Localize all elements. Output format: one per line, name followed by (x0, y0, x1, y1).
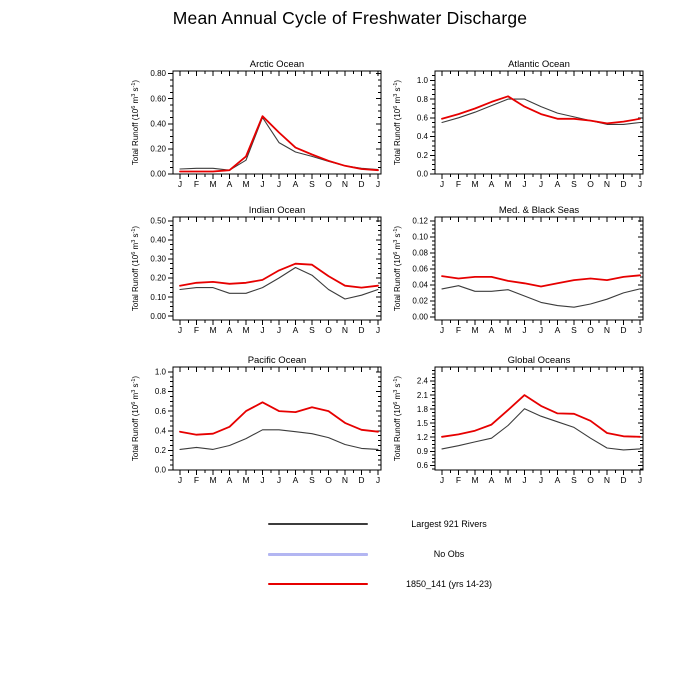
y-tick-label: 0.10 (412, 232, 428, 242)
x-tick-label: J (522, 475, 527, 485)
x-tick-label: J (177, 325, 183, 335)
y-tick-label: 1.0 (416, 76, 428, 86)
subplot-title: Global Oceans (507, 355, 571, 366)
y-tick-label: 0.0 (416, 169, 428, 179)
x-tick-label: N (341, 325, 349, 335)
subplot-arctic-ocean (126, 56, 388, 198)
x-tick-label: M (504, 475, 512, 485)
x-tick-label: J (260, 179, 265, 189)
y-axis-label: Total Runoff ($10^6$ $m^3$ $s^{-1}$) (131, 225, 140, 312)
x-tick-label: J (439, 475, 445, 485)
axis-ticks (168, 367, 381, 475)
x-tick-label: J (522, 179, 527, 189)
subplot-atlantic-ocean (388, 56, 650, 198)
plot-frame (173, 71, 381, 174)
y-tick-label: 1.8 (416, 404, 428, 414)
legend-label-observed: Largest 921 Rivers (411, 519, 487, 529)
x-tick-label: O (587, 325, 594, 335)
plot-frame (173, 367, 381, 470)
x-tick-label: J (276, 475, 282, 485)
x-tick-label: A (554, 475, 561, 485)
series-largest-921-rivers (180, 430, 378, 450)
y-tick-label: 0.20 (150, 144, 166, 154)
x-tick-label: F (455, 179, 462, 189)
x-tick-label: J (260, 475, 265, 485)
chart-atlantic-ocean (388, 56, 650, 198)
x-tick-label: A (226, 325, 233, 335)
y-axis-label: Total Runoff ($10^6$ $m^3$ $s^{-1}$) (393, 375, 402, 462)
x-tick-label: F (455, 475, 462, 485)
series-largest-921-rivers (442, 99, 640, 124)
x-tick-label: N (341, 179, 349, 189)
x-tick-label: A (488, 179, 495, 189)
subplot-med-black-seas (388, 202, 650, 344)
x-tick-label: A (488, 475, 495, 485)
x-tick-label: D (620, 325, 627, 335)
x-tick-label: A (554, 325, 561, 335)
subplot-global-oceans (388, 352, 650, 494)
y-tick-label: 0.9 (416, 446, 428, 456)
y-tick-label: 0.00 (150, 169, 166, 179)
y-axis-label: Total Runoff ($10^6$ $m^3$ $s^{-1}$) (393, 79, 402, 166)
x-tick-label: A (292, 325, 299, 335)
x-tick-label: M (209, 179, 217, 189)
x-tick-label: S (571, 325, 577, 335)
y-tick-label: 2.1 (416, 390, 428, 400)
x-tick-label: D (358, 475, 365, 485)
x-tick-label: S (571, 179, 577, 189)
subplot-title: Pacific Ocean (247, 355, 307, 366)
x-tick-label: O (587, 179, 594, 189)
x-tick-label: J (439, 325, 445, 335)
x-tick-label: A (554, 179, 561, 189)
y-tick-label: 0.2 (154, 446, 166, 456)
axis-ticks (430, 71, 643, 179)
subplot-title: Arctic Ocean (249, 59, 305, 70)
axis-ticks (430, 367, 643, 475)
plot-frame (435, 217, 643, 320)
x-tick-label: A (226, 475, 233, 485)
series-largest-921-rivers (442, 286, 640, 308)
plot-frame (173, 217, 381, 320)
chart-legend (268, 509, 530, 599)
x-tick-label: F (455, 325, 462, 335)
x-tick-label: A (292, 475, 299, 485)
series-1850-141-yrs-14-23- (442, 96, 640, 123)
y-axis-label: Total Runoff ($10^6$ $m^3$ $s^{-1}$) (131, 375, 140, 462)
y-tick-label: 0.40 (150, 119, 166, 129)
x-tick-label: N (603, 475, 611, 485)
subplot-title: Indian Ocean (248, 205, 306, 216)
y-tick-label: 1.2 (416, 432, 428, 442)
chart-indian-ocean (126, 202, 388, 344)
y-tick-label: 0.0 (154, 465, 166, 475)
x-tick-label: J (375, 475, 381, 485)
x-tick-label: A (226, 179, 233, 189)
x-tick-label: J (637, 325, 643, 335)
plot-frame (435, 367, 643, 470)
y-tick-label: 0.00 (150, 311, 166, 321)
x-tick-label: D (358, 179, 365, 189)
y-tick-label: 0.06 (412, 264, 428, 274)
x-tick-label: M (471, 475, 479, 485)
subplot-title: Atlantic Ocean (508, 59, 570, 70)
x-tick-label: J (276, 179, 282, 189)
x-tick-label: D (620, 179, 627, 189)
subplot-title: Med. & Black Seas (498, 205, 580, 216)
x-tick-label: D (358, 325, 365, 335)
chart-med-black-seas (388, 202, 650, 344)
y-tick-label: 0.12 (412, 216, 428, 226)
x-tick-label: S (571, 475, 577, 485)
y-tick-label: 2.4 (416, 376, 428, 386)
x-tick-label: M (242, 179, 250, 189)
y-tick-label: 0.02 (412, 296, 428, 306)
x-tick-label: J (260, 325, 265, 335)
chart-pacific-ocean (126, 352, 388, 494)
x-tick-label: M (471, 179, 479, 189)
x-tick-label: M (504, 325, 512, 335)
legend-item-model (268, 569, 530, 599)
subplot-indian-ocean (126, 202, 388, 344)
x-tick-label: J (439, 179, 445, 189)
legend-line-model (268, 583, 368, 585)
x-tick-label: A (292, 179, 299, 189)
x-tick-label: S (309, 179, 315, 189)
y-tick-label: 0.10 (150, 292, 166, 302)
x-tick-label: S (309, 475, 315, 485)
x-tick-label: J (177, 475, 183, 485)
y-tick-label: 0.2 (416, 150, 428, 160)
legend-label-no-obs: No Obs (433, 549, 465, 559)
x-tick-label: F (193, 325, 200, 335)
x-tick-label: N (603, 325, 611, 335)
y-tick-label: 0.4 (154, 426, 166, 436)
x-tick-label: J (177, 179, 183, 189)
x-tick-label: D (620, 475, 627, 485)
subplot-pacific-ocean (126, 352, 388, 494)
x-tick-label: N (341, 475, 349, 485)
y-tick-label: 0.8 (154, 387, 166, 397)
axis-ticks (168, 71, 381, 179)
x-tick-label: M (471, 325, 479, 335)
y-tick-label: 1.5 (416, 418, 428, 428)
x-tick-label: N (603, 179, 611, 189)
y-tick-label: 0.6 (416, 461, 428, 471)
x-tick-label: M (242, 325, 250, 335)
y-tick-label: 0.60 (150, 94, 166, 104)
x-tick-label: J (637, 179, 643, 189)
x-tick-label: F (193, 179, 200, 189)
x-tick-label: O (325, 179, 332, 189)
y-tick-label: 0.6 (416, 113, 428, 123)
x-tick-label: A (488, 325, 495, 335)
y-tick-label: 0.6 (154, 406, 166, 416)
legend-line-no-obs (268, 553, 368, 556)
x-tick-label: J (276, 325, 282, 335)
x-tick-label: J (522, 325, 527, 335)
x-tick-label: O (587, 475, 594, 485)
x-tick-label: O (325, 325, 332, 335)
figure-title: Mean Annual Cycle of Freshwater Discharge (172, 8, 528, 28)
y-tick-label: 0.00 (412, 312, 428, 322)
chart-global-oceans (388, 352, 650, 494)
axis-ticks (430, 217, 643, 325)
x-tick-label: M (209, 325, 217, 335)
y-axis-label: Total Runoff ($10^6$ $m^3$ $s^{-1}$) (393, 225, 402, 312)
y-tick-label: 0.50 (150, 216, 166, 226)
y-axis-label: Total Runoff ($10^6$ $m^3$ $s^{-1}$) (131, 79, 140, 166)
x-tick-label: J (375, 179, 381, 189)
series-1850-141-yrs-14-23- (180, 116, 378, 171)
x-tick-label: M (504, 179, 512, 189)
y-tick-label: 1.0 (154, 367, 166, 377)
y-tick-label: 0.20 (150, 273, 166, 283)
x-tick-label: O (325, 475, 332, 485)
x-tick-label: J (538, 325, 544, 335)
x-tick-label: F (193, 475, 200, 485)
series-largest-921-rivers (180, 118, 378, 171)
y-tick-label: 0.4 (416, 132, 428, 142)
x-tick-label: J (538, 179, 544, 189)
y-tick-label: 0.80 (150, 69, 166, 79)
x-tick-label: J (375, 325, 381, 335)
y-tick-label: 0.8 (416, 94, 428, 104)
x-tick-label: S (309, 325, 315, 335)
legend-line-observed (268, 523, 368, 525)
series-1850-141-yrs-14-23- (180, 264, 378, 288)
x-tick-label: M (242, 475, 250, 485)
series-1850-141-yrs-14-23- (442, 275, 640, 286)
y-tick-label: 0.40 (150, 235, 166, 245)
legend-item-no-obs (268, 539, 530, 569)
chart-arctic-ocean (126, 56, 388, 198)
series-largest-921-rivers (180, 268, 378, 300)
x-tick-label: J (637, 475, 643, 485)
y-tick-label: 0.08 (412, 248, 428, 258)
legend-label-model: 1850_141 (yrs 14-23) (405, 579, 493, 589)
y-tick-label: 0.30 (150, 254, 166, 264)
y-tick-label: 0.04 (412, 280, 428, 290)
x-tick-label: J (538, 475, 544, 485)
series-largest-921-rivers (442, 409, 640, 450)
legend-item-observed (268, 509, 530, 539)
x-tick-label: M (209, 475, 217, 485)
axis-ticks (168, 217, 381, 325)
